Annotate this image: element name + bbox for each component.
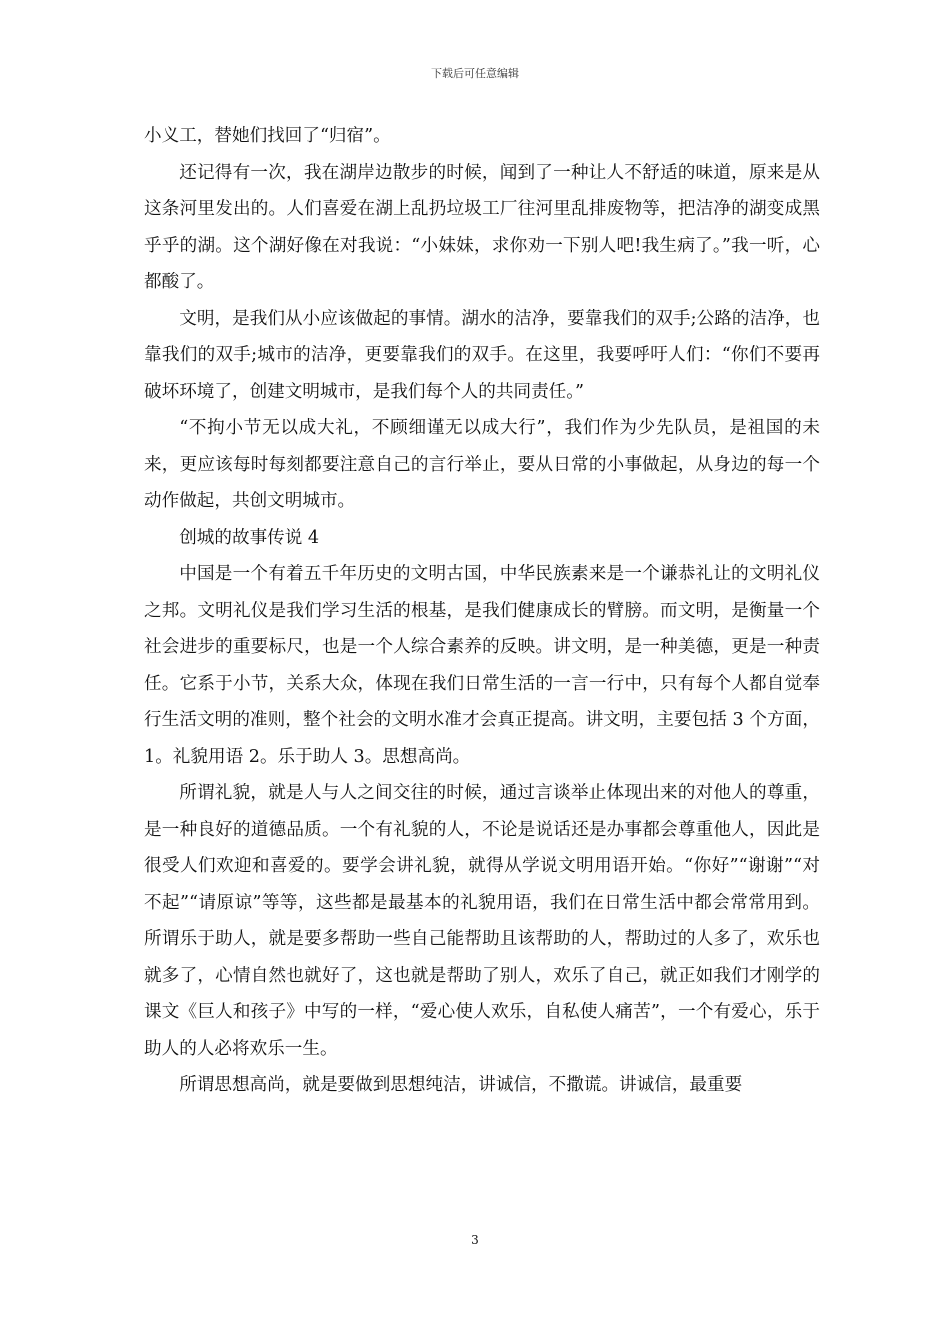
paragraph: 中国是一个有着五千年历史的文明古国，中华民族素来是一个谦恭礼让的文明礼仪之邦。文明礼仪是我们学习生活的根基，是我们健康成长的臂膀。而文明，是衡量一个社会进步的重要标尺，也是一个人综合素养的反映。讲文明，是一种美德，更是一种责任。它系于小节，关系大众，体现在我们日常生活的一言一行中，只有每个人都自觉奉行生活文明的准则，整个社会的文明水准才会真正提高。讲文明，主要包括 3 个方面，1。礼貌用语 2。乐于助人 3。思想高尚。 bbox=[144, 564, 820, 767]
paragraph: 所谓思想高尚，就是要做到思想纯洁，讲诚信，不撒谎。讲诚信，最重要 bbox=[179, 1075, 743, 1095]
page-number: 3 bbox=[471, 1233, 479, 1247]
paragraph: 文明，是我们从小应该做起的事情。湖水的洁净，要靠我们的双手;公路的洁净，也靠我们的双手;城市的洁净，更要靠我们的双手。在这里，我要呼吁人们：“你们不要再破坏环境了，创建文明城市，是我们每个人的共同责任。” bbox=[144, 308, 820, 402]
document-body bbox=[144, 118, 820, 1104]
paragraph: “不拘小节无以成大礼，不顾细谨无以成大行”，我们作为少先队员，是祖国的未来，更应该每时每刻都要注意自己的言行举止，要从日常的小事做起，从身边的每一个动作做起，共创文明城市。 bbox=[144, 418, 820, 511]
paragraph: 所谓礼貌，就是人与人之间交往的时候，通过言谈举止体现出来的对他人的尊重，是一种良好的道德品质。一个有礼貌的人，不论是说话还是办事都会尊重他人，因此是很受人们欢迎和喜爱的。要学会讲礼貌，就得从学说文明用语开始。“你好”“谢谢”“对不起”“请原谅”等等，这些都是最基本的礼貌用语，我们在日常生活中都会常常用到。所谓乐于助人，就是要多帮助一些自己能帮助且该帮助的人，帮助过的人多了，欢乐也就多了，心情自然也就好了，这也就是帮助了别人，欢乐了自己，就正如我们才刚学的课文《巨人和孩子》中写的一样，“爱心使人欢乐，自私使人痛苦”，一个有爱心，乐于助人的人必将欢乐一生。 bbox=[144, 783, 820, 1059]
section-heading: 创城的故事传说 4 bbox=[179, 527, 320, 548]
page-header: 下载后可任意编辑 bbox=[431, 67, 519, 80]
paragraph: 还记得有一次，我在湖岸边散步的时候，闻到了一种让人不舒适的味道，原来是从这条河里发出的。人们喜爱在湖上乱扔垃圾工厂往河里乱排废物等，把洁净的湖变成黑乎乎的湖。这个湖好像在对我说：“小妹妹，求你劝一下别人吧!我生病了。”我一听，心都酸了。 bbox=[144, 162, 820, 292]
paragraph: 小义工，替她们找回了“归宿”。 bbox=[144, 126, 391, 146]
